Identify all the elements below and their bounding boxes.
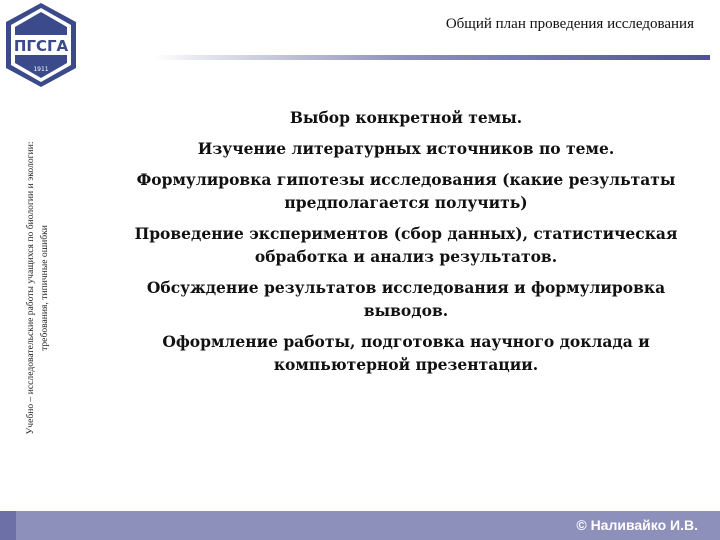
title-divider <box>154 55 710 60</box>
logo-text: ПГСГА <box>13 37 69 55</box>
footer-accent <box>0 511 16 540</box>
content-item: Обсуждение результатов исследования и формулировка выводов. <box>146 278 666 320</box>
slide-title: Общий план проведения исследования <box>445 16 694 32</box>
content-item: Формулировка гипотезы исследования (какие результаты предполагается получить) <box>136 170 676 212</box>
side-caption-line-2: требования, типичные ошибки <box>39 225 50 351</box>
side-caption <box>24 88 52 488</box>
footer-bar <box>0 511 720 540</box>
logo-year: 1911 <box>33 66 49 73</box>
university-logo <box>2 0 80 90</box>
content-item: Проведение экспериментов (сбор данных), статистическая обработка и анализ результатов. <box>134 224 678 266</box>
copyright-text: © Наливайко И.В. <box>576 517 698 533</box>
content-item: Оформление работы, подготовка научного доклада и компьютерной презентации. <box>162 332 650 374</box>
content-item: Выбор конкретной темы. <box>289 108 523 127</box>
content-item: Изучение литературных источников по теме. <box>197 139 615 158</box>
content-list <box>130 106 682 384</box>
side-caption-line-1: Учебно – исследовательские работы учащихся по биологии и экологии: <box>25 141 36 435</box>
